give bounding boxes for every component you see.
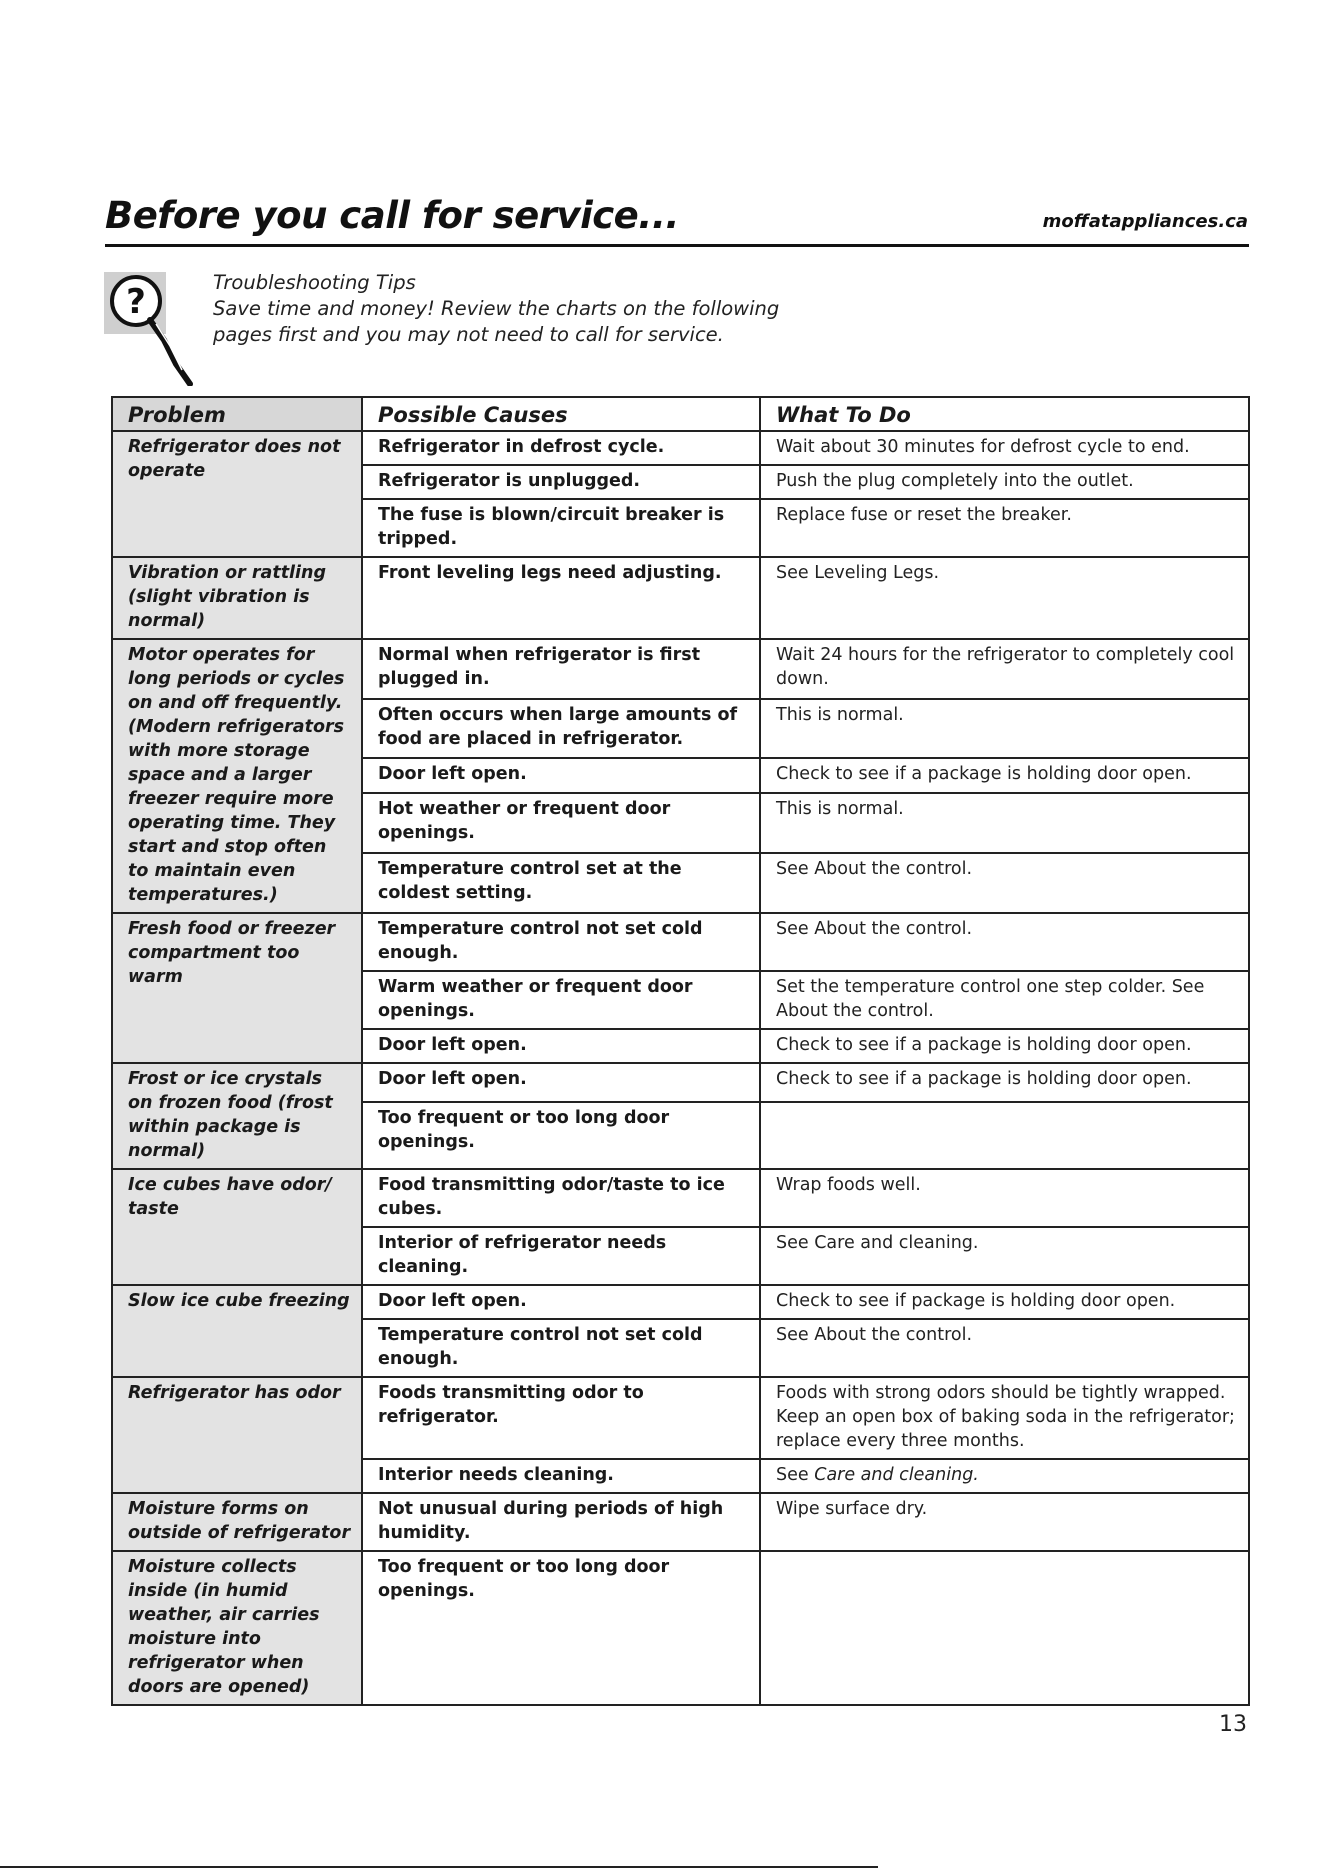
cause-cell: Refrigerator is unplugged.: [362, 465, 760, 499]
table-row: [112, 1285, 1249, 1319]
action-cell: Check to see if package is holding door open.: [760, 1285, 1249, 1319]
problem-cell: Ice cubes have odor/ taste: [112, 1169, 362, 1285]
action-cell: Wipe surface dry.: [760, 1493, 1249, 1551]
problem-cell: Refrigerator has odor: [112, 1377, 362, 1493]
tips-line: Save time and money! Review the charts on the following: [213, 297, 780, 320]
svg-text:?: ?: [126, 282, 146, 322]
action-cell: Set the temperature control one step colder. See About the control.: [760, 971, 1249, 1029]
action-cell: [760, 1102, 1249, 1169]
troubleshooting-table: [111, 396, 1250, 1706]
cause-cell: Hot weather or frequent door openings.: [362, 793, 760, 853]
action-text-emphasis: Care and cleaning.: [814, 1465, 979, 1485]
action-text: See: [776, 1465, 815, 1485]
problem-cell: Fresh food or freezer compartment too warm: [112, 913, 362, 1063]
table-row: [112, 913, 1249, 971]
cause-cell: Front leveling legs need adjusting.: [362, 557, 760, 639]
cause-cell: Interior of refrigerator needs cleaning.: [362, 1227, 760, 1285]
table-header-row: [112, 397, 1249, 431]
table-row: [112, 557, 1249, 639]
table-row: [112, 1493, 1249, 1551]
table-row: [112, 1063, 1249, 1102]
action-cell: Check to see if a package is holding door open.: [760, 1063, 1249, 1102]
action-cell: See Leveling Legs.: [760, 557, 1249, 639]
column-header-causes: Possible Causes: [362, 397, 760, 431]
cause-cell: Normal when refrigerator is first plugged in.: [362, 639, 760, 699]
cause-cell: Not unusual during periods of high humidity.: [362, 1493, 760, 1551]
problem-cell: Moisture collects inside (in humid weather, air carries moisture into refrigerator when doors are opened): [112, 1551, 362, 1705]
cause-cell: Foods transmitting odor to refrigerator.: [362, 1377, 760, 1459]
site-url: moffatappliances.ca: [1042, 211, 1248, 232]
action-cell: [760, 1551, 1249, 1705]
cause-cell: Too frequent or too long door openings.: [362, 1102, 760, 1169]
action-cell: Check to see if a package is holding door open.: [760, 758, 1249, 793]
troubleshooting-tips: [213, 270, 779, 348]
problem-cell: Moisture forms on outside of refrigerator: [112, 1493, 362, 1551]
bottom-rule: [0, 1866, 878, 1868]
action-cell: [760, 1459, 1249, 1493]
cause-cell: Temperature control not set cold enough.: [362, 1319, 760, 1377]
tips-line: pages first and you may not need to call for service.: [213, 323, 724, 346]
problem-cell: Slow ice cube freezing: [112, 1285, 362, 1377]
cause-cell: Door left open.: [362, 1029, 760, 1063]
cause-cell: Door left open.: [362, 1063, 760, 1102]
page-title: Before you call for service...: [105, 194, 679, 237]
column-header-what-to-do: What To Do: [760, 397, 1249, 431]
cause-cell: Refrigerator in defrost cycle.: [362, 431, 760, 465]
cause-cell: Too frequent or too long door openings.: [362, 1551, 760, 1705]
action-cell: Check to see if a package is holding door open.: [760, 1029, 1249, 1063]
page-number: 13: [1219, 1712, 1247, 1737]
action-cell: Foods with strong odors should be tightly wrapped. Keep an open box of baking soda in the refrigerator; replace every three months.: [760, 1377, 1249, 1459]
table-row: [112, 1551, 1249, 1705]
cause-cell: Door left open.: [362, 758, 760, 793]
problem-cell: Motor operates for long periods or cycles on and off frequently. (Modern refrigerators with more storage space and a larger freezer require more operating time. They start and stop often to maintain even temperatures.): [112, 639, 362, 913]
tips-heading: Troubleshooting Tips: [213, 271, 416, 294]
action-cell: Wrap foods well.: [760, 1169, 1249, 1227]
action-cell: See Care and cleaning.: [760, 1227, 1249, 1285]
cause-cell: The fuse is blown/circuit breaker is tripped.: [362, 499, 760, 557]
problem-cell: Refrigerator does not operate: [112, 431, 362, 557]
cause-cell: Interior needs cleaning.: [362, 1459, 760, 1493]
action-cell: See About the control.: [760, 853, 1249, 913]
column-header-problem: Problem: [112, 397, 362, 431]
cause-cell: Door left open.: [362, 1285, 760, 1319]
title-rule: [105, 244, 1249, 247]
cause-cell: Temperature control set at the coldest setting.: [362, 853, 760, 913]
action-cell: Wait 24 hours for the refrigerator to completely cool down.: [760, 639, 1249, 699]
table-row: [112, 1377, 1249, 1459]
action-cell: Replace fuse or reset the breaker.: [760, 499, 1249, 557]
action-cell: This is normal.: [760, 793, 1249, 853]
cause-cell: Warm weather or frequent door openings.: [362, 971, 760, 1029]
table-row: [112, 639, 1249, 699]
cause-cell: Temperature control not set cold enough.: [362, 913, 760, 971]
cause-cell: Often occurs when large amounts of food are placed in refrigerator.: [362, 699, 760, 759]
action-cell: Wait about 30 minutes for defrost cycle to end.: [760, 431, 1249, 465]
cause-cell: Food transmitting odor/taste to ice cubes.: [362, 1169, 760, 1227]
action-cell: Push the plug completely into the outlet.: [760, 465, 1249, 499]
table-row: [112, 431, 1249, 465]
problem-cell: Vibration or rattling (slight vibration is normal): [112, 557, 362, 639]
action-cell: See About the control.: [760, 1319, 1249, 1377]
action-cell: This is normal.: [760, 699, 1249, 759]
table-row: [112, 1169, 1249, 1227]
question-magnifier-icon: [104, 266, 204, 386]
action-cell: See About the control.: [760, 913, 1249, 971]
problem-cell: Frost or ice crystals on frozen food (frost within package is normal): [112, 1063, 362, 1169]
